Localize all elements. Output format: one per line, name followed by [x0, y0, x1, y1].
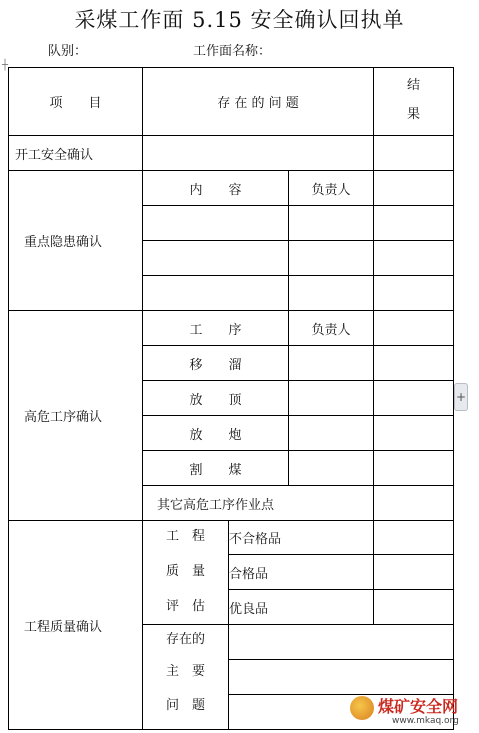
row-hazard-label: 重点隐患确认 — [24, 235, 103, 250]
process-move-conveyor: 移 溜 — [189, 357, 242, 373]
process-other-highrisk: 其它高危工序作业点 — [156, 497, 274, 513]
process-roof-caving: 放 顶 — [189, 392, 242, 408]
quality-issues-label: 存在的 主 要 问 题 — [165, 632, 205, 713]
highrisk-owner-header: 负责人 — [311, 322, 351, 338]
process-blasting: 放 炮 — [189, 427, 242, 443]
highrisk-process-header: 工 序 — [189, 322, 242, 338]
row-divider — [228, 659, 453, 660]
expand-handle[interactable]: + — [454, 383, 468, 411]
row-divider — [142, 240, 453, 241]
header-item: 项 目 — [49, 96, 102, 111]
row-divider — [142, 275, 453, 276]
hazard-owner-header: 负责人 — [311, 182, 351, 198]
watermark-site-name: 煤矿安全网 — [378, 697, 459, 716]
row-highrisk-label: 高危工序确认 — [24, 410, 103, 425]
header-problems: 存 在 的 问 题 — [217, 96, 299, 111]
hazard-content-header: 内 容 — [189, 182, 242, 198]
row-quality-label: 工程质量确认 — [24, 619, 103, 635]
quality-eval-label: 工 程 质 量 评 估 — [165, 529, 205, 614]
logo-emblem-icon — [350, 696, 374, 720]
grade-unqualified: 不合格品 — [229, 532, 282, 547]
watermark-url: www.mkaq.org — [392, 716, 459, 726]
grade-excellent: 优良品 — [229, 601, 269, 617]
column-divider — [373, 67, 374, 625]
row-divider — [142, 205, 453, 206]
row-start-safety: 开工安全确认 — [15, 147, 94, 163]
header-result: 结 果 — [406, 78, 420, 122]
grade-qualified: 合格品 — [229, 566, 269, 582]
process-coal-cutting: 割 煤 — [189, 462, 242, 478]
team-label: 队别： — [48, 44, 88, 59]
document-title: 采煤工作面 5.15 安全确认回执单 — [74, 8, 405, 32]
face-name-label: 工作面名称： — [193, 44, 272, 59]
table-anchor-icon: ┼ — [2, 60, 9, 71]
site-watermark-logo — [350, 694, 466, 730]
